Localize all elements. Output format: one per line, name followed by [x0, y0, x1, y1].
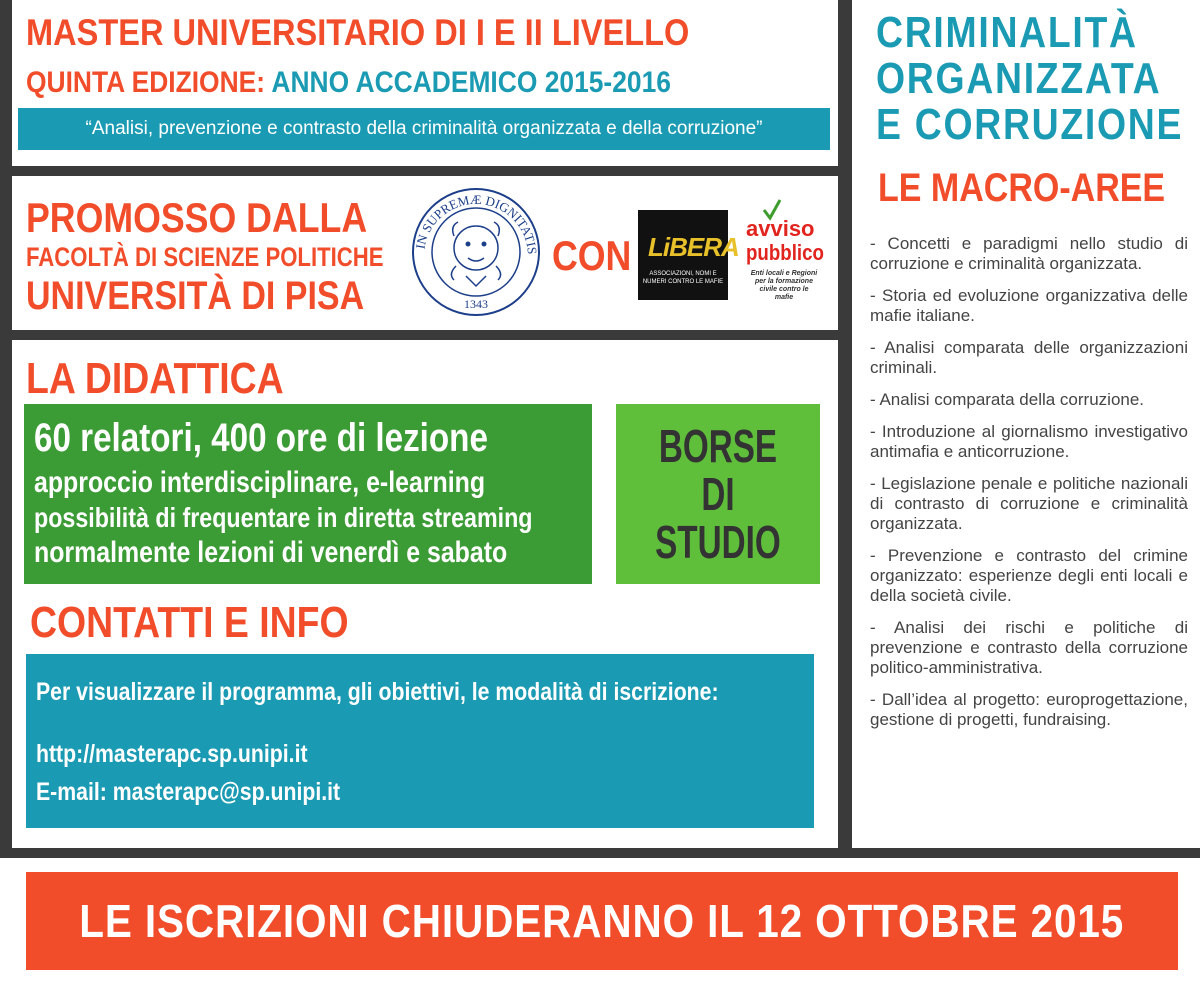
list-item: - Dall’idea al progetto: europrogettazione, gestione di progetti, fundraising. — [870, 690, 1188, 729]
deadline-text: LE ISCRIZIONI CHIUDERANNO IL 12 OTTOBRE 2015 — [79, 895, 1125, 947]
didattica-box — [24, 404, 592, 584]
email-link[interactable]: E-mail: masterapc@sp.unipi.it — [36, 778, 341, 806]
university-name: UNIVERSITÀ DI PISA — [26, 274, 365, 318]
didattica-heading: LA DIDATTICA — [26, 354, 284, 403]
didattica-line-4: normalmente lezioni di venerdì e sabato — [34, 536, 508, 569]
university-seal-logo — [410, 186, 542, 318]
academic-year: ANNO ACCADEMICO 2015-2016 — [271, 66, 671, 99]
libera-logo — [638, 210, 739, 300]
scholarships-line-2: STUDIO — [655, 516, 781, 568]
con-label: CON — [552, 232, 632, 279]
pubblico-wordmark: pubblico — [746, 240, 824, 265]
right-title-line-2: ORGANIZZATA — [876, 54, 1162, 103]
seal-motto: IN SUPREMÆ DIGNITATIS — [412, 191, 541, 255]
avviso-tagline: Enti locali e Regioni per la formazione civile contro le mafie — [750, 270, 818, 301]
contatti-heading: CONTATTI E INFO — [30, 598, 349, 647]
header-panel — [12, 0, 838, 166]
deadline-panel — [0, 858, 1200, 984]
list-item: - Analisi comparata della corruzione. — [870, 390, 1145, 409]
avviso-wordmark: avviso — [746, 216, 815, 241]
right-title-line-3: E CORRUZIONE — [876, 100, 1184, 149]
libera-wordmark: LiBERA — [648, 232, 739, 262]
edition-prefix: QUINTA EDIZIONE: — [26, 66, 266, 99]
list-item: - Concetti e paradigmi nello studio di corruzione e criminalità organizzata. — [870, 234, 1188, 273]
list-item: - Prevenzione e contrasto del crimine organizzato: esperienze degli enti locali e della società civile. — [870, 546, 1188, 605]
macro-areas-heading: LE MACRO-AREE — [878, 166, 1166, 210]
list-item: - Analisi comparata delle organizzazioni criminali. — [870, 338, 1188, 377]
seal-year: 1343 — [464, 297, 488, 311]
faculty-name: FACOLTÀ DI SCIENZE POLITICHE — [26, 242, 384, 272]
promoted-by-label: PROMOSSO DALLA — [26, 194, 368, 241]
deadline-banner — [26, 872, 1178, 970]
didattica-line-1: 60 relatori, 400 ore di lezione — [34, 416, 488, 460]
edition-line — [26, 66, 671, 100]
list-item: - Analisi dei rischi e politiche di prevenzione e contrasto della corruzione politico-amministrativa. — [870, 618, 1188, 677]
promoter-panel — [12, 176, 838, 330]
scholarships-line-1: BORSE DI — [658, 420, 778, 520]
master-title: MASTER UNIVERSITARIO DI I E II LIVELLO — [26, 12, 690, 53]
contact-box — [26, 654, 814, 828]
list-item: - Introduzione al giornalismo investigativo antimafia e anticorruzione. — [870, 422, 1188, 461]
didattica-line-2: approccio interdisciplinare, e-learning — [34, 466, 486, 499]
macro-areas-panel — [852, 0, 1200, 848]
list-item: - Legislazione penale e politiche nazionali di contrasto di corruzione e criminalità organizzata. — [870, 474, 1188, 533]
didattica-line-3: possibilità di frequentare in diretta streaming — [34, 502, 533, 533]
master-subtitle-quote: “Analisi, prevenzione e contrasto della criminalità organizzata e della corruzione” — [18, 108, 830, 150]
website-link[interactable]: http://masterapc.sp.unipi.it — [36, 740, 308, 768]
main-panel — [12, 340, 838, 848]
contact-intro: Per visualizzare il programma, gli obiettivi, le modalità di iscrizione: — [36, 678, 719, 706]
avviso-pubblico-logo — [744, 198, 824, 302]
right-title-line-1: CRIMINALITÀ — [876, 8, 1138, 57]
scholarships-box — [616, 404, 820, 584]
macro-areas-list — [870, 234, 1188, 742]
libera-tagline: ASSOCIAZIONI, NOMI E NUMERI CONTRO LE MAFIE — [642, 271, 724, 285]
list-item: - Storia ed evoluzione organizzativa delle mafie italiane. — [870, 286, 1188, 325]
